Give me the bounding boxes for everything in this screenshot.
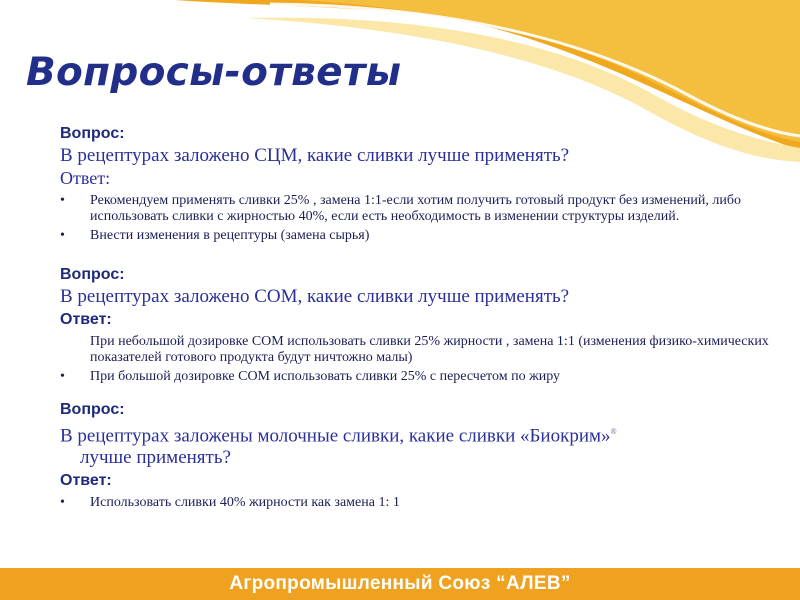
footer-text: Агропромышленный Союз “АЛЕВ”: [229, 573, 571, 594]
question-text: В рецептурах заложено СЦМ, какие сливки лучше применять?: [60, 145, 570, 166]
qa-content: [60, 124, 780, 514]
question-label: Вопрос:: [60, 125, 125, 142]
answer-label: Ответ:: [60, 472, 112, 490]
registered-mark: ®: [610, 427, 617, 436]
answer-item: • Внести изменения в рецептуры (замена сырья): [60, 228, 780, 244]
qa-section: [60, 265, 780, 385]
answer-label: Ответ:: [60, 311, 112, 328]
answer-item: При небольшой дозировке СОМ использовать сливки 25% жирности , замена 1:1 (изменения физико-химических показателей готового продукта будут ничтожно малы): [90, 334, 769, 365]
answer-list: [60, 334, 780, 385]
qa-section: [60, 400, 780, 511]
answer-list: [60, 193, 780, 244]
answer-item: • Рекомендуем применять сливки 25% , замена 1:1-если хотим получить готовый продукт без изменений, либо использовать сливки с жирностью 40%, если есть необходимость в изменении структуры изделий.: [60, 193, 780, 225]
footer-bar: [0, 568, 800, 600]
question-label: Вопрос:: [60, 401, 125, 418]
question-text: [60, 421, 780, 469]
question-text-main: В рецептурах заложены молочные сливки, какие сливки «Биокрим»: [60, 425, 611, 447]
answer-list: [60, 495, 780, 511]
answer-item: • Использовать сливки 40% жирности как замена 1: 1: [60, 495, 780, 511]
answer-label: Ответ:: [60, 168, 111, 188]
answer-item: • При большой дозировке СОМ использовать сливки 25% с пересчетом по жиру: [60, 369, 780, 385]
qa-section: [60, 124, 780, 244]
question-label: Вопрос:: [60, 266, 125, 283]
question-text-cont: лучше применять?: [80, 447, 231, 469]
question-text: В рецептурах заложено СОМ, какие сливки лучше применять?: [60, 286, 570, 307]
page-title: Вопросы-ответы: [26, 50, 402, 95]
